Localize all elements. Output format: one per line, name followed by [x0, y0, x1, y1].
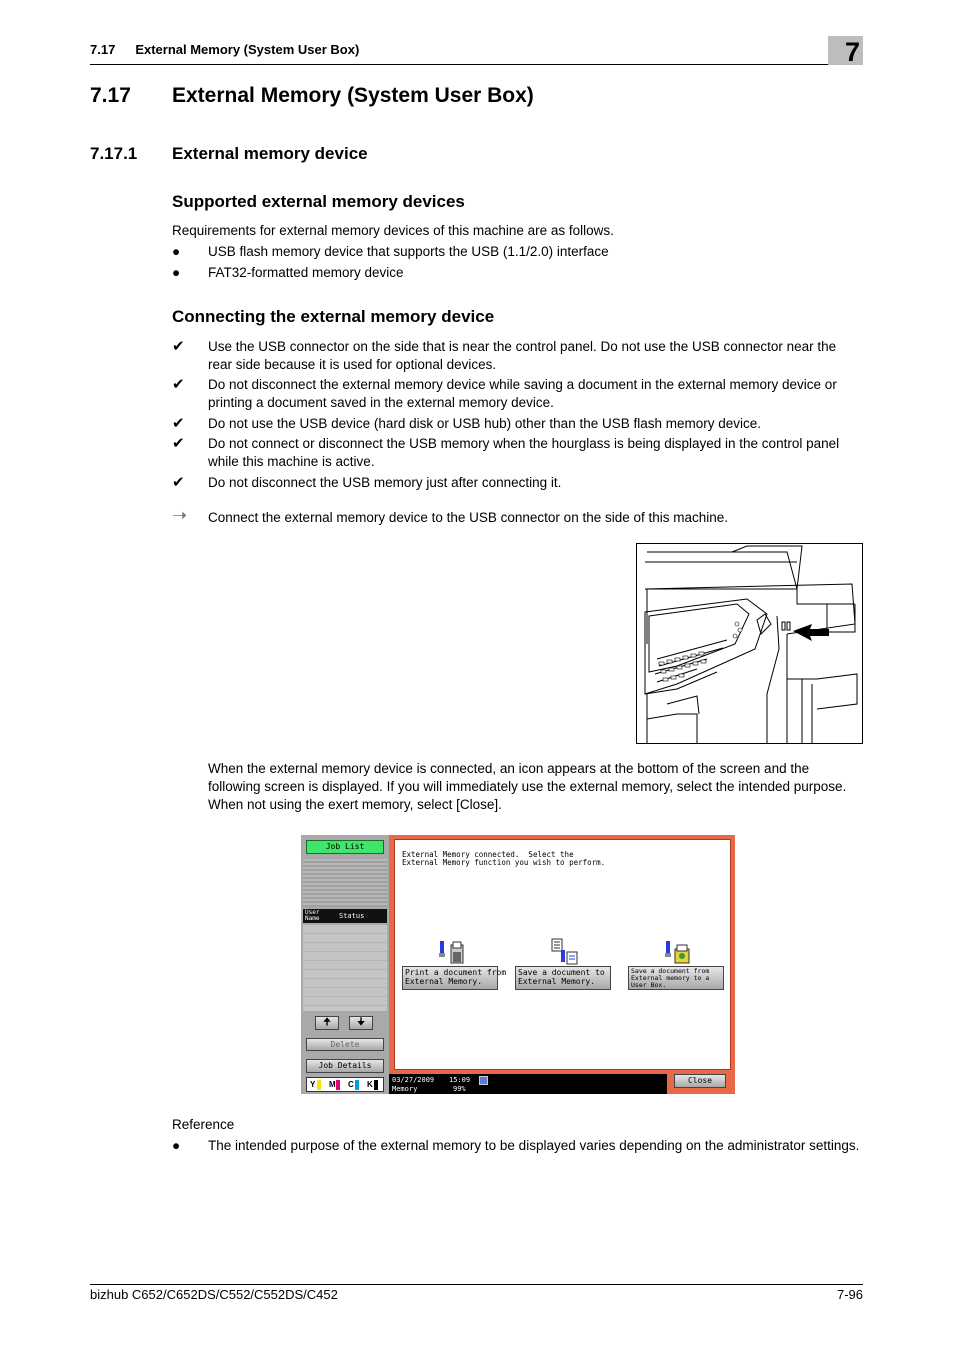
- toner-y-label: Y: [310, 1080, 316, 1089]
- status-date: 03/27/2009: [392, 1076, 435, 1084]
- connecting-heading: Connecting the external memory device: [172, 307, 495, 326]
- header-section-title: External Memory (System User Box): [135, 42, 360, 57]
- toner-m-bar: [336, 1080, 340, 1090]
- status-time: 15:09: [449, 1076, 471, 1084]
- list-item-text: FAT32-formatted memory device: [208, 265, 404, 280]
- check-item: [172, 376, 862, 412]
- check-item: [172, 474, 862, 492]
- footer-rule: [90, 1284, 863, 1285]
- delete-button[interactable]: Delete: [306, 1038, 384, 1051]
- print-from-memory-button[interactable]: [402, 966, 507, 990]
- toner-y-bar: [317, 1080, 321, 1090]
- col-status: Status: [339, 912, 365, 920]
- reference-label: Reference: [172, 1117, 235, 1132]
- dialog-message-line1: External Memory connected. Select the: [402, 850, 574, 859]
- checkmark-icon: ✔: [172, 338, 185, 355]
- toner-c-label: C: [348, 1080, 354, 1089]
- list-item-text: USB flash memory device that supports the USB (1.1/2.0) interface: [208, 244, 609, 259]
- col-user-name-2: Name: [305, 915, 320, 922]
- after-connect-text: When the external memory device is connected, an icon appears at the bottom of the screen and the following screen is displayed. If you will immediately use the external memory, select the intended purpose. When not using the exert memory, select [Close].: [208, 761, 847, 812]
- title-text: External Memory (System User Box): [172, 84, 534, 107]
- option-3-line3: User Box.: [631, 981, 667, 989]
- save-to-memory-button[interactable]: [515, 966, 611, 990]
- arrow-down-icon: 🠋: [356, 1017, 366, 1028]
- page-title: [90, 84, 534, 108]
- reference-item-text: The intended purpose of the external memory to be displayed varies depending on the administrator settings.: [208, 1138, 860, 1153]
- check-item-text: Do not connect or disconnect the USB memory when the hourglass is being displayed in the control panel while this machine is active.: [208, 436, 840, 469]
- control-panel-screen: [301, 835, 735, 1094]
- usb-memory-icon: [479, 1076, 488, 1085]
- save-to-user-box-button[interactable]: [628, 966, 724, 990]
- title-number: 7.17: [90, 84, 131, 107]
- step-item: [172, 505, 862, 527]
- sidebar-texture: [303, 859, 387, 907]
- check-item-text: Use the USB connector on the side that is near the control panel. Do not use the USB connector near the rear side because it is used for optional devices.: [208, 339, 837, 372]
- supported-intro: Requirements for external memory devices of this machine are as follows.: [172, 223, 614, 238]
- check-item-text: Do not disconnect the external memory device while saving a document in the external memory device or printing a document saved in the external memory device.: [208, 377, 837, 410]
- job-list-rows: [303, 925, 387, 1011]
- list-item: ● FAT32-formatted memory device: [172, 264, 862, 282]
- job-sidebar: [301, 835, 389, 1094]
- job-table-header: [303, 909, 387, 923]
- status-memory-label: Memory: [392, 1085, 418, 1093]
- chapter-number-tab: 7: [828, 36, 863, 65]
- check-item-text: Do not use the USB device (hard disk or USB hub) other than the USB flash memory device.: [208, 416, 762, 431]
- option-1-line1: Print a document from: [405, 968, 507, 977]
- scroll-down-button[interactable]: [349, 1016, 373, 1030]
- option-2-line2: External Memory.: [518, 977, 596, 986]
- close-button[interactable]: Close: [674, 1074, 726, 1088]
- option-2-line1: Save a document to: [518, 968, 605, 977]
- footer-model: bizhub C652/C652DS/C552/C552DS/C452: [90, 1287, 338, 1302]
- check-item: [172, 435, 862, 471]
- arrow-right-icon: ➝: [172, 505, 188, 525]
- subsection-title: [90, 144, 368, 164]
- dialog-message: [402, 851, 605, 867]
- option-3-line1: Save a document from: [631, 967, 710, 975]
- check-item: [172, 415, 862, 433]
- toner-m-label: M: [329, 1080, 336, 1089]
- status-memory-value: 99%: [453, 1085, 466, 1093]
- supported-heading: Supported external memory devices: [172, 192, 465, 211]
- scroll-up-button[interactable]: [315, 1016, 339, 1030]
- check-item-text: Do not disconnect the USB memory just after connecting it.: [208, 475, 562, 490]
- dialog-body: [394, 839, 731, 1070]
- option-1-line2: External Memory.: [405, 977, 483, 986]
- usb-connector-illustration: [636, 543, 863, 744]
- checkmark-icon: ✔: [172, 474, 185, 491]
- list-item: ● USB flash memory device that supports the USB (1.1/2.0) interface: [172, 243, 862, 261]
- toner-c-bar: [355, 1080, 359, 1090]
- status-bar: [389, 1074, 667, 1094]
- col-user-name-1: User: [305, 909, 320, 916]
- check-item: [172, 338, 862, 374]
- checkmark-icon: ✔: [172, 376, 185, 393]
- pointer-arrow: [793, 624, 829, 641]
- option-3-line2: External memory to a: [631, 974, 710, 982]
- toner-k-bar: [374, 1080, 378, 1090]
- checkmark-icon: ✔: [172, 435, 185, 452]
- job-details-button[interactable]: Job Details: [306, 1059, 384, 1073]
- job-list-button[interactable]: Job List: [306, 840, 384, 854]
- arrow-up-icon: 🠉: [322, 1017, 332, 1028]
- checkmark-icon: ✔: [172, 415, 185, 432]
- reference-item: ● The intended purpose of the external memory to be displayed varies depending on the administrator settings.: [172, 1137, 862, 1173]
- subsection-number: 7.17.1: [90, 144, 138, 163]
- footer-page-number: 7-96: [836, 1287, 863, 1302]
- step-text: Connect the external memory device to the USB connector on the side of this machine.: [208, 510, 729, 525]
- header-section-number: 7.17: [90, 42, 116, 57]
- running-header: [90, 42, 359, 57]
- dialog-message-line2: External Memory function you wish to perform.: [402, 858, 606, 867]
- header-rule: [90, 64, 863, 65]
- toner-indicator: [306, 1077, 384, 1092]
- toner-k-label: K: [367, 1080, 373, 1089]
- subsection-text: External memory device: [172, 144, 368, 163]
- mfp-drawing: [637, 544, 862, 743]
